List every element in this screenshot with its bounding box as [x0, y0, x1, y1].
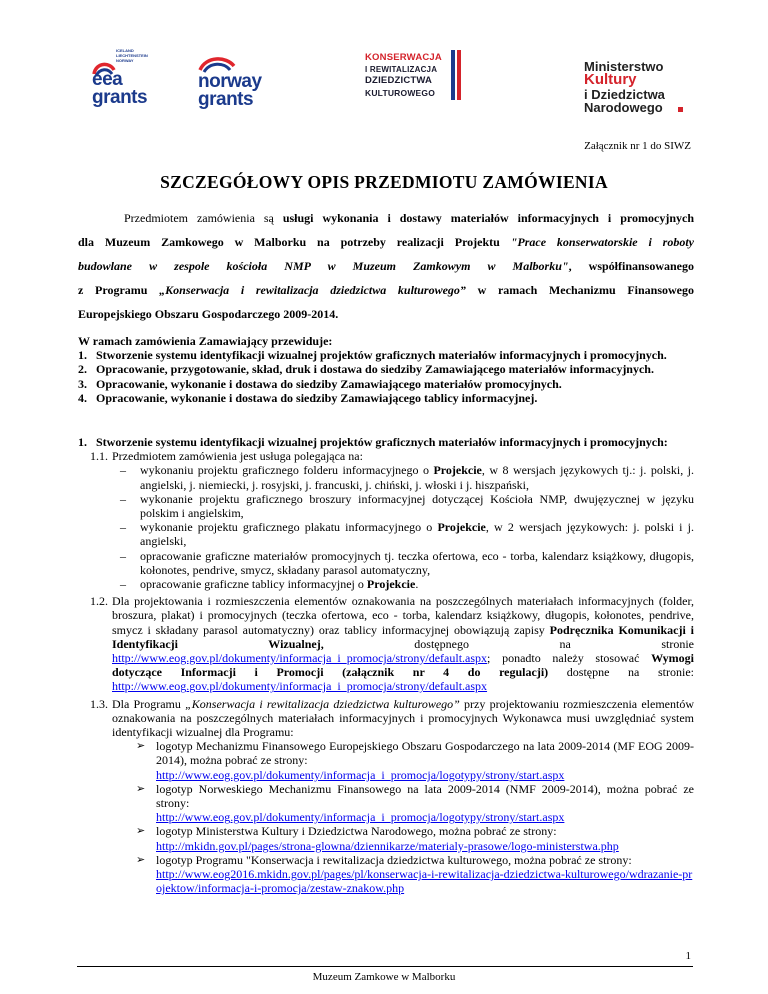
d3b: Projekcie	[437, 520, 486, 535]
ministry-line-1: Ministerstwo	[584, 59, 664, 74]
arrow-bullet-icon: ➢	[136, 782, 146, 795]
scope-text: Opracowanie, wykonanie i dostawa do siedziby Zamawiającego materiałów promocyjnych.	[96, 376, 562, 391]
a2: logotyp Norweskiego Mechanizmu Finansowego na lata 2009-2014 (NMF 2009-2014), można pobrać ze strony:	[156, 781, 694, 811]
subsection-num: 1.3.	[90, 696, 108, 711]
kons-bar-blue	[451, 50, 455, 100]
footer-rule	[77, 966, 693, 967]
intro-l2b: "Prace konserwatorskie i roboty	[510, 235, 695, 249]
a1: logotyp Mechanizmu Finansowego Europejskiego Obszaru Gospodarczego na lata 2009-2014 (MF EOG 2009-2014), można pobrać ze strony:	[156, 739, 694, 768]
dash-marker: –	[120, 491, 126, 506]
section-1-heading-text: Stworzenie systemu identyfikacji wizualnej projektów graficznych materiałów informacyjnych i promocyjnych:	[96, 435, 668, 449]
intro-l1a: Przedmiotem zamówienia są	[124, 211, 283, 225]
scope-text: Stworzenie systemu identyfikacji wizualnej projektów graficznych materiałów informacyjnych i promocyjnych.	[96, 348, 667, 363]
norway-grants-word: grants	[198, 89, 254, 110]
kons-line-2: I REWITALIZACJA	[365, 65, 438, 74]
d1a: wykonaniu projektu graficznego folderu informacyjnego o	[140, 463, 434, 478]
subsection-text: Przedmiotem zamówienia jest usługa polegająca na:	[112, 449, 363, 464]
dash-item	[78, 492, 694, 520]
ministry-line-3: i Dziedzictwa	[584, 87, 665, 102]
dash-item	[78, 577, 694, 591]
ministry-line-4: Narodowego	[584, 100, 663, 115]
intro-paragraph	[78, 206, 694, 326]
d5b: Projekcie	[366, 577, 416, 592]
dash-marker: –	[120, 520, 126, 535]
d5c: .	[415, 577, 419, 592]
dash-item	[78, 549, 694, 577]
eea-word: eea	[92, 69, 123, 90]
intro-l4b: „Konserwacja i rewitalizacja dziedzictwa kulturowego”	[159, 283, 466, 297]
arrow-item	[78, 782, 694, 825]
eea-grants-logo	[92, 48, 192, 110]
link-eog-logotypy[interactable]: http://www.eog.gov.pl/dokumenty/informacja_i_promocja/logotypy/strony/start.aspx	[156, 767, 565, 782]
s13c: przy projektowaniu rozmieszczenia elementów oznakowania na poszczególnych materiałach informacyjnych i promocyjnych Wykonawca musi uwzględniać system identyfikacji wizualnej dla Programu:	[112, 696, 694, 740]
annex-label: Załącznik nr 1 do SIWZ	[584, 140, 691, 152]
arrow-item	[78, 824, 694, 852]
s12a: Dla projektowania i rozmieszczenia elementów oznakowania na poszczególnych materiałach informacyjnych (folder, broszura, plakat) i promocyjnych (teczka ofertowa, eco - torba, kalendarz książkowy, długopis, kołonotes, pendrive, smycz i składany parasol automatyczny) oraz tablicy informacyjnej obowiązują zapisy	[112, 594, 694, 637]
page-title: SZCZEGÓŁOWY OPIS PRZEDMIOTU ZAMÓWIENIA	[160, 172, 608, 192]
arrow-item	[78, 739, 694, 782]
scope-text: Opracowanie, przygotowanie, skład, druk i dostawa do siedziby Zamawiającego materiałów informacyjnych.	[96, 362, 654, 377]
intro-l4c: w ramach Mechanizmu Finansowego	[465, 283, 694, 297]
s12f: dostępne na stronie:	[548, 665, 694, 680]
scope-text: Opracowanie, wykonanie i dostawa do siedziby Zamawiającego tablicy informacyjnej.	[96, 390, 538, 405]
link-mkidn-logo[interactable]: http://mkidn.gov.pl/pages/strona-glowna/dziennikarze/materialy-prasowe/logo-ministerstwa.php	[156, 838, 619, 853]
d5a: opracowanie graficzne tablicy informacyjnej o	[140, 577, 367, 592]
scope-item	[78, 348, 694, 362]
s12b: Podręcznika Komunikacji i Identyfikacji Wizualnej,	[112, 622, 694, 651]
link-eog-default-2[interactable]: http://www.eog.gov.pl/dokumenty/informacja_i_promocja/strony/default.aspx	[112, 679, 488, 694]
intro-l5: Europejskiego Obszaru Gospodarczego 2009-2014.	[78, 307, 339, 321]
ministry-line-2: Kultury	[584, 71, 637, 88]
arrow-bullet-icon: ➢	[136, 740, 146, 753]
d1c: , w 8 wersjach językowych tj.: j. polski, j. angielski, j. niemiecki, j. rosyjski, j. francuski, j. chiński, j. włoski i j. hiszpański,	[140, 463, 695, 492]
norway-grants-logo	[196, 48, 296, 110]
scope-item	[78, 377, 694, 391]
intro-l3b: , współfinansowanego	[568, 259, 695, 273]
s13a: Dla Programu	[112, 696, 186, 711]
link-eog-logotypy-2[interactable]: http://www.eog.gov.pl/dokumenty/informacja_i_promocja/logotypy/strony/start.aspx	[156, 810, 565, 825]
intro-l2a: dla Muzeum Zamkowego w Malborku na potrzeby realizacji Projektu	[78, 235, 511, 249]
eea-grants-word: grants	[92, 87, 148, 108]
intro-l4a: z Programu	[78, 283, 160, 297]
kons-line-3: DZIEDZICTWA	[365, 75, 433, 86]
ministry-square-icon	[678, 107, 683, 112]
dash-marker: –	[120, 577, 126, 592]
scope-num: 1.	[78, 348, 87, 363]
d1b: Projekcie	[433, 463, 482, 478]
d3a: wykonanie projektu graficznego plakatu informacyjnego o	[140, 520, 438, 535]
scope-num: 3.	[78, 376, 87, 391]
subsection-1-2	[78, 594, 694, 693]
intro-l3a: budowlane w zespole kościoła NMP w Muzeum Zamkowym w Malborku"	[78, 259, 569, 273]
subsection-num: 1.1.	[90, 449, 108, 464]
intro-l1b: usługi wykonania i dostawy materiałów informacyjnych i promocyjnych	[282, 211, 694, 225]
link-eog-default[interactable]: http://www.eog.gov.pl/dokumenty/informacja_i_promocja/strony/default.aspx	[112, 651, 488, 666]
scope-section	[78, 334, 694, 405]
page-number: 1	[685, 950, 691, 962]
arrow-bullet-icon: ➢	[136, 825, 146, 838]
footer-text: Muzeum Zamkowe w Malborku	[312, 971, 456, 983]
s13b: „Konserwacja i rewitalizacja dziedzictwa kulturowego”	[185, 696, 460, 711]
subsection-1-3	[78, 697, 694, 740]
scope-heading: W ramach zamówienia Zamawiający przewiduje:	[78, 334, 333, 348]
scope-item	[78, 362, 694, 376]
s12c: dostępnego na stronie	[323, 636, 694, 651]
link-eog2016[interactable]: http://www.eog2016.mkidn.gov.pl/pages/pl/konserwacja-i-rewitalizacja-dziedzictwa-kulturowego/wdrazanie-projektow/informacja-i-promocja/zestaw-znakow.php	[156, 867, 693, 896]
section-1	[78, 435, 694, 896]
eea-countries: ICELAND LIECHTENSTEIN NORWAY	[116, 48, 148, 63]
norway-word: norway	[198, 71, 262, 92]
s12d: ; ponadto należy stosować	[487, 651, 652, 666]
kons-bar-red	[457, 50, 461, 100]
scope-num: 4.	[78, 390, 87, 405]
d3c: , w 2 wersjach językowych: j. polski i j. angielski,	[140, 520, 694, 549]
ministry-logo	[584, 59, 694, 115]
dash-marker: –	[120, 548, 126, 563]
d2: wykonanie projektu graficznego broszury informacyjnej dotyczącej Kościoła NMP, dwujęzycznej w języku polskim i angielskim,	[140, 491, 694, 521]
arrow-item	[78, 853, 694, 896]
d4: opracowanie graficzne materiałów promocyjnych tj. teczka ofertowa, eco - torba, kalendarz książkowy, długopis, kołonotes, pendrive, smycz, składany parasol automatyczny,	[140, 548, 694, 577]
section-1-num: 1.	[78, 435, 87, 449]
scope-num: 2.	[78, 362, 87, 377]
kons-line-1: KONSERWACJA	[365, 52, 442, 63]
a3: logotyp Ministerstwa Kultury i Dziedzictwa Narodowego, można pobrać ze strony:	[156, 824, 557, 839]
arrow-bullet-icon: ➢	[136, 853, 146, 866]
dash-marker: –	[120, 463, 126, 478]
dash-item	[78, 520, 694, 548]
subsection-num: 1.2.	[90, 594, 108, 609]
dash-item	[78, 463, 694, 491]
scope-item	[78, 391, 694, 405]
section-1-heading	[78, 435, 694, 449]
konserwacja-logo	[365, 42, 475, 104]
a4: logotyp Programu "Konserwacja i rewitalizacja dziedzictwa kulturowego, można pobrać ze strony:	[156, 852, 632, 867]
kons-line-4: KULTUROWEGO	[365, 88, 436, 98]
subsection-1-1	[78, 449, 694, 463]
s12e: Wymogi dotyczące Informacji i Promocji (załącznik nr 4 do regulacji)	[112, 651, 694, 680]
